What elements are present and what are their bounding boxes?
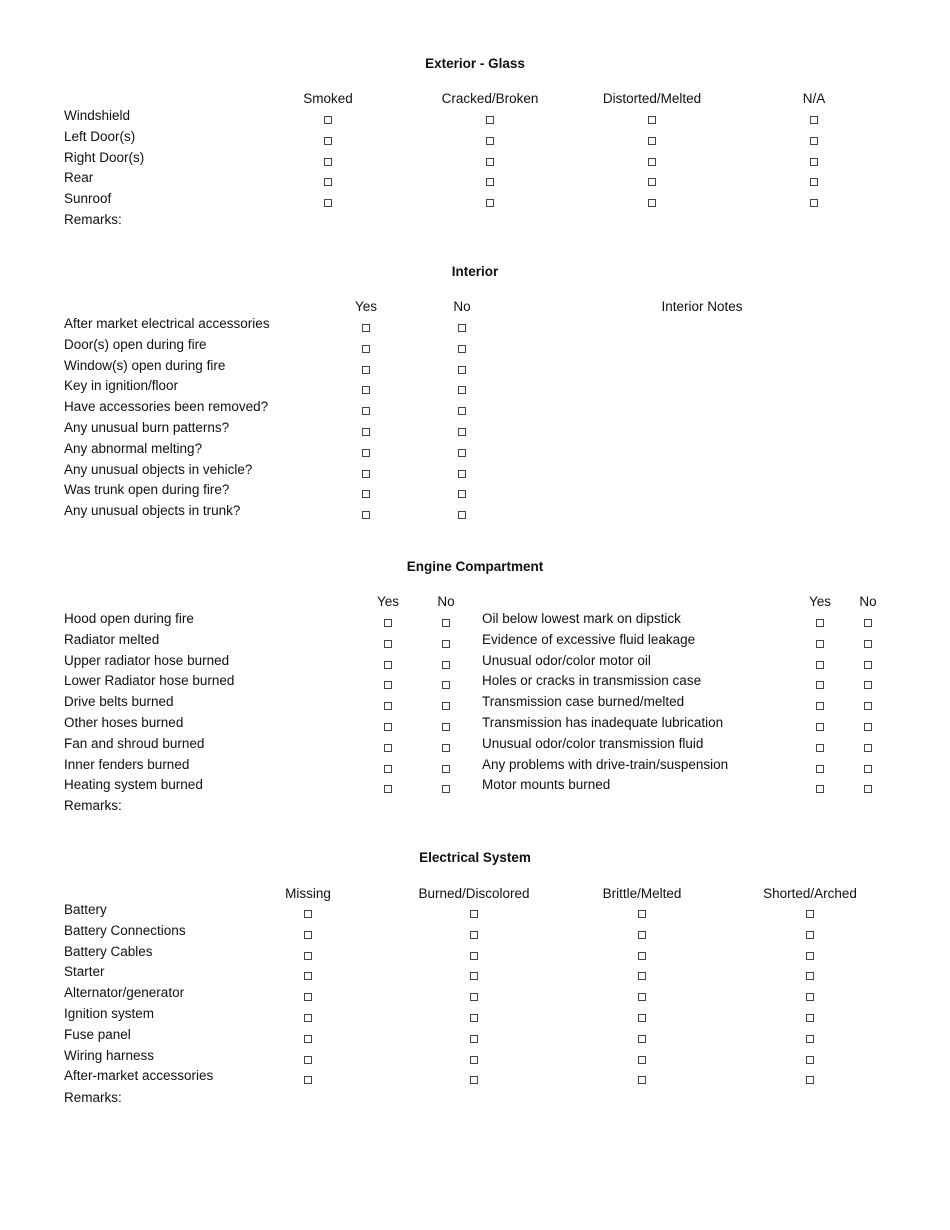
checkbox-windshield-n-a[interactable] bbox=[810, 116, 818, 124]
checkbox-battery-cables-missing[interactable] bbox=[304, 952, 312, 960]
checkbox-ignition-system-burned-discolored[interactable] bbox=[470, 1014, 478, 1022]
checkbox-have-accessories-been-removed-yes[interactable] bbox=[362, 407, 370, 415]
row-label-left-door-s: Left Door(s) bbox=[64, 128, 136, 144]
checkbox-windshield-cracked-broken[interactable] bbox=[486, 116, 494, 124]
checkbox-battery-missing[interactable] bbox=[304, 910, 312, 918]
checkbox-any-problems-with-drive-train-suspension-yes[interactable] bbox=[816, 765, 824, 773]
checkbox-battery-cables-brittle-melted[interactable] bbox=[638, 952, 646, 960]
checkbox-transmission-case-burned-melted-no[interactable] bbox=[864, 702, 872, 710]
checkbox-hood-open-during-fire-no[interactable] bbox=[442, 619, 450, 627]
checkbox-have-accessories-been-removed-no[interactable] bbox=[458, 407, 466, 415]
checkbox-rear-distorted-melted[interactable] bbox=[648, 178, 656, 186]
checkbox-sunroof-n-a[interactable] bbox=[810, 199, 818, 207]
checkbox-after-market-accessories-shorted-arched[interactable] bbox=[806, 1076, 814, 1084]
row-label-fan-and-shroud-burned: Fan and shroud burned bbox=[64, 735, 205, 751]
row-label-key-in-ignition-floor: Key in ignition/floor bbox=[64, 378, 179, 394]
checkbox-unusual-odor-color-motor-oil-no[interactable] bbox=[864, 661, 872, 669]
row-label-radiator-melted: Radiator melted bbox=[64, 631, 160, 647]
checkbox-lower-radiator-hose-burned-no[interactable] bbox=[442, 681, 450, 689]
checkbox-key-in-ignition-floor-no[interactable] bbox=[458, 386, 466, 394]
row-label-other-hoses-burned: Other hoses burned bbox=[64, 715, 184, 730]
checkbox-holes-or-cracks-in-transmission-case-yes[interactable] bbox=[816, 681, 824, 689]
row-label-door-s-open-during-fire: Door(s) open during fire bbox=[64, 336, 207, 352]
checkbox-heating-system-burned-yes[interactable] bbox=[384, 785, 392, 793]
checkbox-oil-below-lowest-mark-on-dipstick-yes[interactable] bbox=[816, 619, 824, 627]
row-label-any-abnormal-melting: Any abnormal melting? bbox=[64, 440, 203, 456]
row-label-evidence-of-excessive-fluid-leakage: Evidence of excessive fluid leakage bbox=[482, 631, 696, 647]
row-label-sunroof: Sunroof bbox=[64, 191, 112, 207]
row-label-transmission-has-inadequate-lubrication: Transmission has inadequate lubrication bbox=[482, 715, 724, 730]
checkbox-window-s-open-during-fire-yes[interactable] bbox=[362, 366, 370, 374]
checkbox-starter-missing[interactable] bbox=[304, 972, 312, 980]
column-header-shorted-arched: Shorted/Arched bbox=[763, 886, 857, 901]
checkbox-transmission-case-burned-melted-yes[interactable] bbox=[816, 702, 824, 710]
checkbox-starter-brittle-melted[interactable] bbox=[638, 972, 646, 980]
checkbox-fuse-panel-brittle-melted[interactable] bbox=[638, 1035, 646, 1043]
checkbox-ignition-system-missing[interactable] bbox=[304, 1014, 312, 1022]
row-label-heating-system-burned: Heating system burned bbox=[64, 777, 203, 793]
checkbox-transmission-has-inadequate-lubrication-no[interactable] bbox=[864, 723, 872, 731]
row-label-unusual-odor-color-motor-oil: Unusual odor/color motor oil bbox=[482, 652, 651, 668]
checkbox-door-s-open-during-fire-no[interactable] bbox=[458, 345, 466, 353]
checkbox-door-s-open-during-fire-yes[interactable] bbox=[362, 345, 370, 353]
checkbox-hood-open-during-fire-yes[interactable] bbox=[384, 619, 392, 627]
checkbox-left-door-s-smoked[interactable] bbox=[324, 137, 332, 145]
checkbox-alternator-generator-missing[interactable] bbox=[304, 993, 312, 1001]
checkbox-wiring-harness-burned-discolored[interactable] bbox=[470, 1056, 478, 1064]
checkbox-any-abnormal-melting-no[interactable] bbox=[458, 449, 466, 457]
row-label-upper-radiator-hose-burned: Upper radiator hose burned bbox=[64, 652, 230, 668]
checkbox-right-door-s-distorted-melted[interactable] bbox=[648, 158, 656, 166]
checkbox-oil-below-lowest-mark-on-dipstick-no[interactable] bbox=[864, 619, 872, 627]
checkbox-windshield-distorted-melted[interactable] bbox=[648, 116, 656, 124]
row-label-battery-connections: Battery Connections bbox=[64, 922, 186, 938]
checkbox-alternator-generator-burned-discolored[interactable] bbox=[470, 993, 478, 1001]
column-header-burned-discolored: Burned/Discolored bbox=[418, 886, 530, 901]
checkbox-lower-radiator-hose-burned-yes[interactable] bbox=[384, 681, 392, 689]
column-header-yes: Yes bbox=[354, 299, 378, 314]
section-title-electrical-system: Electrical System bbox=[419, 850, 531, 865]
section-title-exterior-glass: Exterior - Glass bbox=[425, 56, 525, 71]
row-label-drive-belts-burned: Drive belts burned bbox=[64, 694, 174, 710]
checkbox-any-unusual-objects-in-trunk-no[interactable] bbox=[458, 511, 466, 519]
section-title-interior: Interior bbox=[451, 264, 499, 279]
column-header-distorted-melted: Distorted/Melted bbox=[602, 91, 702, 106]
checkbox-windshield-smoked[interactable] bbox=[324, 116, 332, 124]
checkbox-motor-mounts-burned-yes[interactable] bbox=[816, 785, 824, 793]
checkbox-rear-smoked[interactable] bbox=[324, 178, 332, 186]
row-label-was-trunk-open-during-fire: Was trunk open during fire? bbox=[64, 482, 230, 498]
checkbox-battery-connections-missing[interactable] bbox=[304, 931, 312, 939]
row-label-any-unusual-burn-patterns: Any unusual burn patterns? bbox=[64, 420, 230, 435]
checkbox-other-hoses-burned-no[interactable] bbox=[442, 723, 450, 731]
checkbox-any-unusual-objects-in-trunk-yes[interactable] bbox=[362, 511, 370, 519]
checkbox-any-unusual-burn-patterns-yes[interactable] bbox=[362, 428, 370, 436]
checkbox-fuse-panel-burned-discolored[interactable] bbox=[470, 1035, 478, 1043]
checkbox-left-door-s-distorted-melted[interactable] bbox=[648, 137, 656, 145]
row-label-rear: Rear bbox=[64, 170, 94, 186]
row-label-inner-fenders-burned: Inner fenders burned bbox=[64, 756, 190, 772]
checkbox-motor-mounts-burned-no[interactable] bbox=[864, 785, 872, 793]
checkbox-fuse-panel-missing[interactable] bbox=[304, 1035, 312, 1043]
row-label-battery-cables: Battery Cables bbox=[64, 943, 153, 959]
checkbox-transmission-has-inadequate-lubrication-yes[interactable] bbox=[816, 723, 824, 731]
column-header-no: No bbox=[453, 299, 471, 314]
checkbox-fan-and-shroud-burned-yes[interactable] bbox=[384, 744, 392, 752]
checkbox-drive-belts-burned-no[interactable] bbox=[442, 702, 450, 710]
checkbox-after-market-accessories-missing[interactable] bbox=[304, 1076, 312, 1084]
row-label-window-s-open-during-fire: Window(s) open during fire bbox=[64, 357, 226, 373]
checkbox-wiring-harness-missing[interactable] bbox=[304, 1056, 312, 1064]
column-header-smoked: Smoked bbox=[303, 91, 353, 106]
checkbox-key-in-ignition-floor-yes[interactable] bbox=[362, 386, 370, 394]
checkbox-fan-and-shroud-burned-no[interactable] bbox=[442, 744, 450, 752]
row-label-any-problems-with-drive-train-suspension: Any problems with drive-train/suspension bbox=[482, 756, 729, 772]
checkbox-heating-system-burned-no[interactable] bbox=[442, 785, 450, 793]
row-label-any-unusual-objects-in-trunk: Any unusual objects in trunk? bbox=[64, 503, 241, 519]
interior-notes-label: Interior Notes bbox=[661, 299, 743, 314]
checkbox-right-door-s-cracked-broken[interactable] bbox=[486, 158, 494, 166]
section-title-engine-compartment: Engine Compartment bbox=[406, 559, 544, 574]
checkbox-after-market-electrical-accessories-no[interactable] bbox=[458, 324, 466, 332]
checkbox-wiring-harness-shorted-arched[interactable] bbox=[806, 1056, 814, 1064]
checkbox-battery-connections-shorted-arched[interactable] bbox=[806, 931, 814, 939]
row-label-hood-open-during-fire: Hood open during fire bbox=[64, 611, 194, 626]
checkbox-after-market-accessories-burned-discolored[interactable] bbox=[470, 1076, 478, 1084]
checkbox-was-trunk-open-during-fire-yes[interactable] bbox=[362, 490, 370, 498]
row-label-fuse-panel: Fuse panel bbox=[64, 1026, 131, 1042]
row-label-right-door-s: Right Door(s) bbox=[64, 149, 145, 165]
checkbox-inner-fenders-burned-no[interactable] bbox=[442, 765, 450, 773]
checkbox-battery-burned-discolored[interactable] bbox=[470, 910, 478, 918]
checkbox-was-trunk-open-during-fire-no[interactable] bbox=[458, 490, 466, 498]
checkbox-any-unusual-objects-in-vehicle-yes[interactable] bbox=[362, 470, 370, 478]
checkbox-ignition-system-shorted-arched[interactable] bbox=[806, 1014, 814, 1022]
column-header-n-a: N/A bbox=[802, 91, 826, 106]
row-label-after-market-accessories: After-market accessories bbox=[64, 1068, 214, 1084]
checkbox-upper-radiator-hose-burned-yes[interactable] bbox=[384, 661, 392, 669]
row-label-any-unusual-objects-in-vehicle: Any unusual objects in vehicle? bbox=[64, 461, 253, 477]
checkbox-battery-connections-burned-discolored[interactable] bbox=[470, 931, 478, 939]
row-label-ignition-system: Ignition system bbox=[64, 1006, 155, 1021]
column-header-left-yes: Yes bbox=[376, 594, 400, 609]
checkbox-unusual-odor-color-motor-oil-yes[interactable] bbox=[816, 661, 824, 669]
checkbox-battery-brittle-melted[interactable] bbox=[638, 910, 646, 918]
row-label-battery: Battery bbox=[64, 902, 107, 917]
column-header-right-yes: Yes bbox=[808, 594, 832, 609]
checkbox-battery-connections-brittle-melted[interactable] bbox=[638, 931, 646, 939]
checkbox-after-market-electrical-accessories-yes[interactable] bbox=[362, 324, 370, 332]
checkbox-rear-cracked-broken[interactable] bbox=[486, 178, 494, 186]
checkbox-wiring-harness-brittle-melted[interactable] bbox=[638, 1056, 646, 1064]
column-header-cracked-broken: Cracked/Broken bbox=[441, 91, 539, 106]
checkbox-after-market-accessories-brittle-melted[interactable] bbox=[638, 1076, 646, 1084]
column-header-brittle-melted: Brittle/Melted bbox=[602, 886, 682, 901]
checkbox-alternator-generator-shorted-arched[interactable] bbox=[806, 993, 814, 1001]
checkbox-inner-fenders-burned-yes[interactable] bbox=[384, 765, 392, 773]
checkbox-unusual-odor-color-transmission-fluid-no[interactable] bbox=[864, 744, 872, 752]
checkbox-radiator-melted-yes[interactable] bbox=[384, 640, 392, 648]
checkbox-left-door-s-n-a[interactable] bbox=[810, 137, 818, 145]
row-label-after-market-electrical-accessories: After market electrical accessories bbox=[64, 316, 270, 331]
checkbox-alternator-generator-brittle-melted[interactable] bbox=[638, 993, 646, 1001]
checkbox-any-abnormal-melting-yes[interactable] bbox=[362, 449, 370, 457]
row-label-transmission-case-burned-melted: Transmission case burned/melted bbox=[482, 694, 685, 710]
checkbox-other-hoses-burned-yes[interactable] bbox=[384, 723, 392, 731]
column-header-left-no: No bbox=[437, 594, 455, 609]
row-label-oil-below-lowest-mark-on-dipstick: Oil below lowest mark on dipstick bbox=[482, 611, 681, 626]
row-label-starter: Starter bbox=[64, 964, 105, 980]
checkbox-sunroof-cracked-broken[interactable] bbox=[486, 199, 494, 207]
column-header-right-no: No bbox=[859, 594, 877, 609]
row-label-lower-radiator-hose-burned: Lower Radiator hose burned bbox=[64, 673, 235, 689]
checkbox-sunroof-distorted-melted[interactable] bbox=[648, 199, 656, 207]
checkbox-starter-shorted-arched[interactable] bbox=[806, 972, 814, 980]
checkbox-right-door-s-n-a[interactable] bbox=[810, 158, 818, 166]
checkbox-battery-cables-burned-discolored[interactable] bbox=[470, 952, 478, 960]
remarks-label: Remarks: bbox=[64, 212, 122, 227]
row-label-have-accessories-been-removed: Have accessories been removed? bbox=[64, 399, 269, 415]
checkbox-unusual-odor-color-transmission-fluid-yes[interactable] bbox=[816, 744, 824, 752]
checkbox-drive-belts-burned-yes[interactable] bbox=[384, 702, 392, 710]
checkbox-battery-cables-shorted-arched[interactable] bbox=[806, 952, 814, 960]
column-header-missing: Missing bbox=[285, 886, 331, 901]
checkbox-sunroof-smoked[interactable] bbox=[324, 199, 332, 207]
checkbox-radiator-melted-no[interactable] bbox=[442, 640, 450, 648]
checkbox-window-s-open-during-fire-no[interactable] bbox=[458, 366, 466, 374]
row-label-windshield: Windshield bbox=[64, 108, 131, 123]
remarks-label: Remarks: bbox=[64, 798, 122, 813]
checkbox-right-door-s-smoked[interactable] bbox=[324, 158, 332, 166]
row-label-unusual-odor-color-transmission-fluid: Unusual odor/color transmission fluid bbox=[482, 735, 704, 751]
checkbox-battery-shorted-arched[interactable] bbox=[806, 910, 814, 918]
row-label-alternator-generator: Alternator/generator bbox=[64, 985, 185, 1001]
checkbox-any-unusual-objects-in-vehicle-no[interactable] bbox=[458, 470, 466, 478]
checkbox-evidence-of-excessive-fluid-leakage-yes[interactable] bbox=[816, 640, 824, 648]
checkbox-evidence-of-excessive-fluid-leakage-no[interactable] bbox=[864, 640, 872, 648]
checkbox-holes-or-cracks-in-transmission-case-no[interactable] bbox=[864, 681, 872, 689]
row-label-wiring-harness: Wiring harness bbox=[64, 1047, 155, 1063]
checkbox-rear-n-a[interactable] bbox=[810, 178, 818, 186]
checkbox-fuse-panel-shorted-arched[interactable] bbox=[806, 1035, 814, 1043]
checkbox-starter-burned-discolored[interactable] bbox=[470, 972, 478, 980]
checkbox-ignition-system-brittle-melted[interactable] bbox=[638, 1014, 646, 1022]
remarks-label: Remarks: bbox=[64, 1090, 122, 1105]
checkbox-any-unusual-burn-patterns-no[interactable] bbox=[458, 428, 466, 436]
checkbox-any-problems-with-drive-train-suspension-no[interactable] bbox=[864, 765, 872, 773]
row-label-holes-or-cracks-in-transmission-case: Holes or cracks in transmission case bbox=[482, 673, 702, 689]
checkbox-upper-radiator-hose-burned-no[interactable] bbox=[442, 661, 450, 669]
row-label-motor-mounts-burned: Motor mounts burned bbox=[482, 777, 611, 793]
checkbox-left-door-s-cracked-broken[interactable] bbox=[486, 137, 494, 145]
